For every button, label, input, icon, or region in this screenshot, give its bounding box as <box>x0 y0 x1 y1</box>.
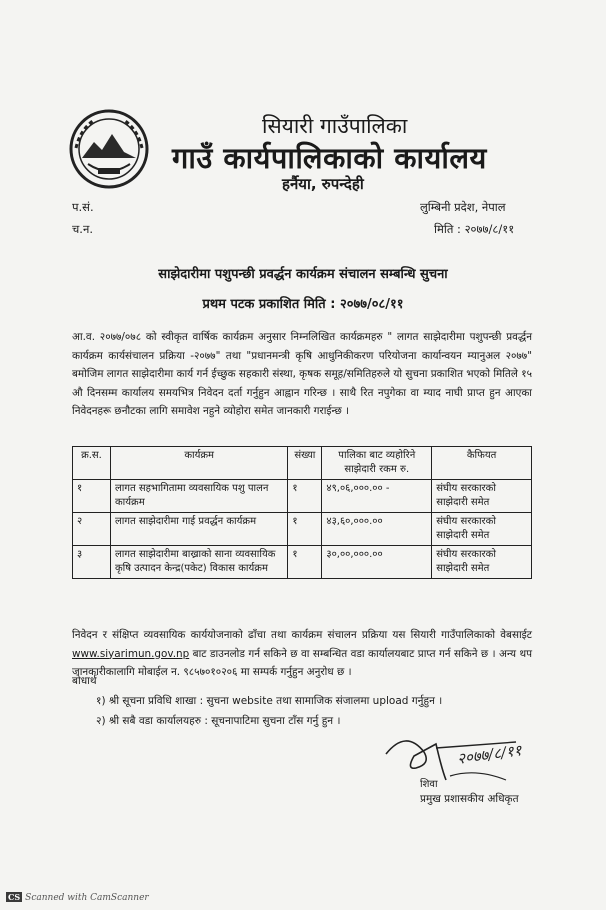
org-name: सियारी गाउँपालिका <box>262 114 408 138</box>
scanner-watermark <box>6 892 149 903</box>
cell-sn: २ <box>73 513 111 546</box>
download-info-text: निवेदन र संक्षिप्त व्यवसायिक कार्ययोजनाको ढाँचा तथा कार्यक्रम संचालन प्रक्रिया यस सियारी गाउँपालिकाको वेबसाईट <box>72 629 532 641</box>
cell-sn: १ <box>73 480 111 513</box>
column-header: पालिका बाट व्यहोरिने साझेदारी रकम रु. <box>322 447 432 480</box>
ref-number-label: प.सं. <box>72 200 94 214</box>
column-header: क्र.स. <box>73 447 111 480</box>
download-info-text-cont: बाट डाउनलोड गर्न सकिने छ वा सम्बन्धित वडा कार्यालयबाट प्राप्त गर्न सकिने छ । अन्य थप जानकारीकालागि मोबाईल न. ९८५७०१०२०६ मा सम्पर्क गर्नुहुन अनुरोध छ । <box>72 647 532 678</box>
notice-title: साझेदारीमा पशुपन्छी प्रवर्द्धन कार्यक्रम संचालन सम्बन्धि सुचना <box>158 267 448 282</box>
cell-amount: ४९,०६,०००.०० - <box>322 480 432 513</box>
notice-published-date: प्रथम पटक प्रकाशित मिति : २०७७/०८/११ <box>202 297 404 312</box>
cell-count: १ <box>288 513 322 546</box>
signature-icon <box>376 724 546 794</box>
notice-body: आ.व. २०७७/०७८ को स्वीकृत वार्षिक कार्यक्रम अनुसार निम्नलिखित कार्यक्रमहरु " लागत साझेदारीमा पशुपन्छी प्रवर्द्धन कार्यक्रम कार्यसंचालन प्रक्रिया -२०७७" तथा "प्रधानमन्त्री कृषि आधुनिकीकरण परियोजना कार्यान्वयन म्यानुअल २०७७" बमोजिम लागत साझेदारीमा कार्य गर्न ईच्छुक सहकारी संस्था, कृषक समूह/समितिहरुले यो सुचना प्रकाशित भएको मितिले १५ औ दिनसम्म कार्यालय समयभित्र निवेदन दर्ता गर्नुहुन आह्वान गरिन्छ । साथै रित नपुगेका वा म्याद नाघी प्राप्त हुन आएका निवेदनहरू छनौटका लागि समावेश नहुने व्योहोरा समेत जानकारी गराईन्छ । <box>72 331 532 417</box>
cell-remark: संघीय सरकारको साझेदारी समेत <box>432 513 532 546</box>
table-row <box>73 480 532 513</box>
program-table <box>72 446 532 579</box>
cell-count: १ <box>288 480 322 513</box>
signatory-name: शिवा <box>420 779 438 790</box>
cell-amount: ४३,६०,०००.०० <box>322 513 432 546</box>
column-header: कार्यक्रम <box>110 447 287 480</box>
province-label: लुम्बिनी प्रदेश, नेपाल <box>420 200 506 214</box>
office-address: हर्नैया, रुपन्देही <box>282 175 364 193</box>
signatory-title: प्रमुख प्रशासकीय अधिकृत <box>420 793 519 805</box>
cc-item: १) श्री सूचना प्रविधि शाखा : सुचना website तथा सामाजिक संजालमा upload गर्नुहुन । <box>96 695 443 707</box>
download-info <box>72 626 532 682</box>
cc-item: २) श्री सबै वडा कार्यालयहरु : सूचनापाटिमा सुचना टाँस गर्नु हुन । <box>96 715 341 727</box>
cell-remark: संघीय सरकारको साझेदारी समेत <box>432 546 532 579</box>
table-header-row <box>73 447 532 480</box>
municipality-emblem-icon <box>68 108 150 190</box>
cell-program: लागत साझेदारीमा गाई प्रवर्द्धन कार्यक्रम <box>110 513 287 546</box>
cell-remark: संघीय सरकारको साझेदारी समेत <box>432 480 532 513</box>
signature-date: २०७७/८/११ <box>456 741 523 768</box>
scanner-text: Scanned with CamScanner <box>25 893 149 903</box>
cell-count: १ <box>288 546 322 579</box>
cell-sn: ३ <box>73 546 111 579</box>
column-header: कैफियत <box>432 447 532 480</box>
scanner-badge: CS <box>8 892 21 902</box>
cc-heading: बोधार्थ <box>72 675 97 687</box>
office-name: गाउँ कार्यपालिकाको कार्यालय <box>172 141 487 175</box>
table-row <box>73 513 532 546</box>
website-link[interactable]: www.siyarimun.gov.np <box>72 647 190 660</box>
letter-date: मिति : २०७७/८/११ <box>434 222 515 236</box>
dispatch-number-label: च.न. <box>72 222 93 236</box>
column-header: संख्या <box>288 447 322 480</box>
table-row <box>73 546 532 579</box>
cell-program: लागत सहभागितामा व्यवसायिक पशु पालन कार्यक्रम <box>110 480 287 513</box>
cell-amount: ३०,००,०००.०० <box>322 546 432 579</box>
cell-program: लागत साझेदारीमा बाख्राको साना व्यवसायिक कृषि उत्पादन केन्द्र(पकेट) विकास कार्यक्रम <box>110 546 287 579</box>
